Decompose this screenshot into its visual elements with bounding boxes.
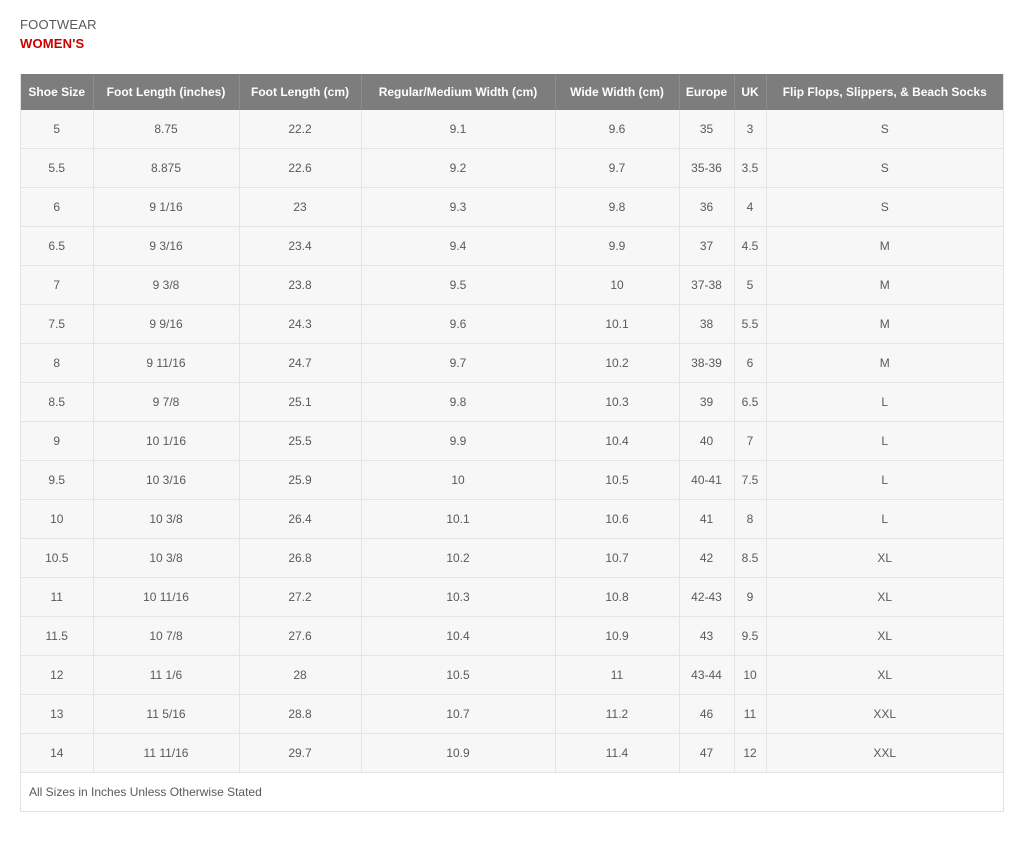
table-cell: 9.4 <box>361 227 555 266</box>
table-cell: 38 <box>679 305 734 344</box>
table-cell: 11.2 <box>555 695 679 734</box>
table-cell: 9.3 <box>361 188 555 227</box>
table-header <box>21 74 1003 110</box>
table-cell: 25.5 <box>239 422 361 461</box>
table-cell: XXL <box>766 734 1003 773</box>
column-header-foot-length-cm: Foot Length (cm) <box>239 74 361 110</box>
table-cell: 27.2 <box>239 578 361 617</box>
column-header-foot-length-inches: Foot Length (inches) <box>93 74 239 110</box>
table-row <box>21 461 1003 500</box>
table-cell: 38-39 <box>679 344 734 383</box>
table-cell: 12 <box>734 734 766 773</box>
table-cell: L <box>766 461 1003 500</box>
table-cell: 4 <box>734 188 766 227</box>
table-cell: 10 <box>21 500 93 539</box>
table-cell: M <box>766 266 1003 305</box>
table-cell: 9.8 <box>361 383 555 422</box>
table-row <box>21 383 1003 422</box>
table-cell: 9.8 <box>555 188 679 227</box>
table-cell: 23.8 <box>239 266 361 305</box>
table-row <box>21 344 1003 383</box>
table-cell: 10 1/16 <box>93 422 239 461</box>
table-row <box>21 227 1003 266</box>
table-cell: 10 3/8 <box>93 539 239 578</box>
table-cell: 6 <box>21 188 93 227</box>
table-cell: M <box>766 305 1003 344</box>
table-cell: 9 <box>21 422 93 461</box>
table-cell: 42-43 <box>679 578 734 617</box>
table-cell: XXL <box>766 695 1003 734</box>
table-cell: 7 <box>734 422 766 461</box>
table-cell: 10.7 <box>555 539 679 578</box>
table-cell: S <box>766 149 1003 188</box>
table-cell: 11.5 <box>21 617 93 656</box>
table-cell: 24.3 <box>239 305 361 344</box>
table-cell: 10.3 <box>361 578 555 617</box>
table-cell: 10.1 <box>555 305 679 344</box>
table-cell: XL <box>766 656 1003 695</box>
table-cell: 9 1/16 <box>93 188 239 227</box>
table-cell: 37-38 <box>679 266 734 305</box>
table-cell: 43 <box>679 617 734 656</box>
table-cell: 9.7 <box>555 149 679 188</box>
table-cell: 8.5 <box>734 539 766 578</box>
table-cell: 10.4 <box>555 422 679 461</box>
table-cell: 6.5 <box>734 383 766 422</box>
table-row <box>21 500 1003 539</box>
table-cell: M <box>766 344 1003 383</box>
table-cell: 8.875 <box>93 149 239 188</box>
table-cell: 10.2 <box>555 344 679 383</box>
table-cell: M <box>766 227 1003 266</box>
table-cell: 36 <box>679 188 734 227</box>
table-cell: L <box>766 422 1003 461</box>
table-cell: 11 <box>555 656 679 695</box>
column-header-shoe-size: Shoe Size <box>21 74 93 110</box>
table-row <box>21 695 1003 734</box>
table-row <box>21 188 1003 227</box>
table-cell: 10.9 <box>361 734 555 773</box>
table-cell: 28 <box>239 656 361 695</box>
table-cell: 11 5/16 <box>93 695 239 734</box>
table-cell: 24.7 <box>239 344 361 383</box>
table-cell: 9.9 <box>361 422 555 461</box>
table-cell: 5 <box>21 110 93 149</box>
table-cell: 42 <box>679 539 734 578</box>
table-cell: 10.5 <box>21 539 93 578</box>
table-cell: 10 7/8 <box>93 617 239 656</box>
table-cell: 22.6 <box>239 149 361 188</box>
table-cell: XL <box>766 578 1003 617</box>
heading-gender: WOMEN'S <box>20 35 85 51</box>
table-cell: 9.5 <box>734 617 766 656</box>
table-row <box>21 617 1003 656</box>
table-cell: 10 <box>734 656 766 695</box>
table-cell: 10.3 <box>555 383 679 422</box>
table-row <box>21 422 1003 461</box>
table-cell: 6.5 <box>21 227 93 266</box>
table-cell: L <box>766 500 1003 539</box>
table-cell: 40 <box>679 422 734 461</box>
table-cell: XL <box>766 617 1003 656</box>
table-cell: 10.8 <box>555 578 679 617</box>
column-header-uk: UK <box>734 74 766 110</box>
table-row <box>21 149 1003 188</box>
table-cell: 27.6 <box>239 617 361 656</box>
table-cell: 8 <box>21 344 93 383</box>
table-row <box>21 305 1003 344</box>
table-cell: 23 <box>239 188 361 227</box>
table-cell: 9.6 <box>361 305 555 344</box>
table-cell: 9.2 <box>361 149 555 188</box>
table-cell: 11.4 <box>555 734 679 773</box>
table-cell: 9 9/16 <box>93 305 239 344</box>
table-cell: 25.1 <box>239 383 361 422</box>
table-cell: 47 <box>679 734 734 773</box>
table-header-row <box>21 74 1003 110</box>
column-header-wide-width-cm: Wide Width (cm) <box>555 74 679 110</box>
table-cell: 10.4 <box>361 617 555 656</box>
table-cell: 35-36 <box>679 149 734 188</box>
table-cell: 3 <box>734 110 766 149</box>
page-title <box>20 16 1004 52</box>
table-cell: 23.4 <box>239 227 361 266</box>
table-cell: 10 11/16 <box>93 578 239 617</box>
table-cell: 5.5 <box>21 149 93 188</box>
table-row <box>21 266 1003 305</box>
table-cell: 10 <box>555 266 679 305</box>
table-cell: 13 <box>21 695 93 734</box>
table-cell: 46 <box>679 695 734 734</box>
table-cell: 9 3/8 <box>93 266 239 305</box>
table-cell: 37 <box>679 227 734 266</box>
table-cell: 39 <box>679 383 734 422</box>
table-cell: 10.7 <box>361 695 555 734</box>
table-cell: 28.8 <box>239 695 361 734</box>
column-header-europe: Europe <box>679 74 734 110</box>
table-cell: 7 <box>21 266 93 305</box>
table-cell: 10 <box>361 461 555 500</box>
table-cell: 9.5 <box>361 266 555 305</box>
table-cell: 11 <box>21 578 93 617</box>
table-cell: 9 11/16 <box>93 344 239 383</box>
column-header-flip-flops: Flip Flops, Slippers, & Beach Socks <box>766 74 1003 110</box>
table-cell: 6 <box>734 344 766 383</box>
table-cell: 9.5 <box>21 461 93 500</box>
table-cell: 10.5 <box>361 656 555 695</box>
table-cell: 11 <box>734 695 766 734</box>
table-cell: 29.7 <box>239 734 361 773</box>
table-cell: S <box>766 110 1003 149</box>
table-cell: 10.2 <box>361 539 555 578</box>
table-cell: 22.2 <box>239 110 361 149</box>
table-cell: 9.6 <box>555 110 679 149</box>
table-cell: 8 <box>734 500 766 539</box>
table-cell: XL <box>766 539 1003 578</box>
table-cell: 43-44 <box>679 656 734 695</box>
table-cell: 41 <box>679 500 734 539</box>
table-cell: 8.75 <box>93 110 239 149</box>
table-cell: 10 3/8 <box>93 500 239 539</box>
table-cell: 9.7 <box>361 344 555 383</box>
table-row <box>21 656 1003 695</box>
table-cell: 14 <box>21 734 93 773</box>
table-cell: 7.5 <box>21 305 93 344</box>
table-cell: 8.5 <box>21 383 93 422</box>
table-cell: 9.9 <box>555 227 679 266</box>
table-cell: 9.1 <box>361 110 555 149</box>
table-cell: 12 <box>21 656 93 695</box>
table-row <box>21 110 1003 149</box>
table-cell: 10.1 <box>361 500 555 539</box>
table-cell: 9 <box>734 578 766 617</box>
table-body <box>21 110 1003 772</box>
size-chart-table <box>21 74 1003 772</box>
heading-category: FOOTWEAR <box>20 17 97 32</box>
table-cell: 26.8 <box>239 539 361 578</box>
table-cell: 10 3/16 <box>93 461 239 500</box>
table-cell: 11 1/6 <box>93 656 239 695</box>
size-chart-table-wrap <box>20 74 1004 812</box>
table-cell: 26.4 <box>239 500 361 539</box>
table-row <box>21 539 1003 578</box>
table-cell: 5.5 <box>734 305 766 344</box>
table-cell: 10.5 <box>555 461 679 500</box>
table-footnote: All Sizes in Inches Unless Otherwise Stated <box>21 772 1003 811</box>
table-row <box>21 734 1003 773</box>
table-cell: L <box>766 383 1003 422</box>
table-cell: 11 11/16 <box>93 734 239 773</box>
column-header-regular-width-cm: Regular/Medium Width (cm) <box>361 74 555 110</box>
table-cell: 35 <box>679 110 734 149</box>
table-cell: 9 3/16 <box>93 227 239 266</box>
table-cell: S <box>766 188 1003 227</box>
table-cell: 10.6 <box>555 500 679 539</box>
table-cell: 10.9 <box>555 617 679 656</box>
table-cell: 3.5 <box>734 149 766 188</box>
table-cell: 40-41 <box>679 461 734 500</box>
table-row <box>21 578 1003 617</box>
table-cell: 9 7/8 <box>93 383 239 422</box>
table-cell: 5 <box>734 266 766 305</box>
table-cell: 4.5 <box>734 227 766 266</box>
table-cell: 25.9 <box>239 461 361 500</box>
table-cell: 7.5 <box>734 461 766 500</box>
